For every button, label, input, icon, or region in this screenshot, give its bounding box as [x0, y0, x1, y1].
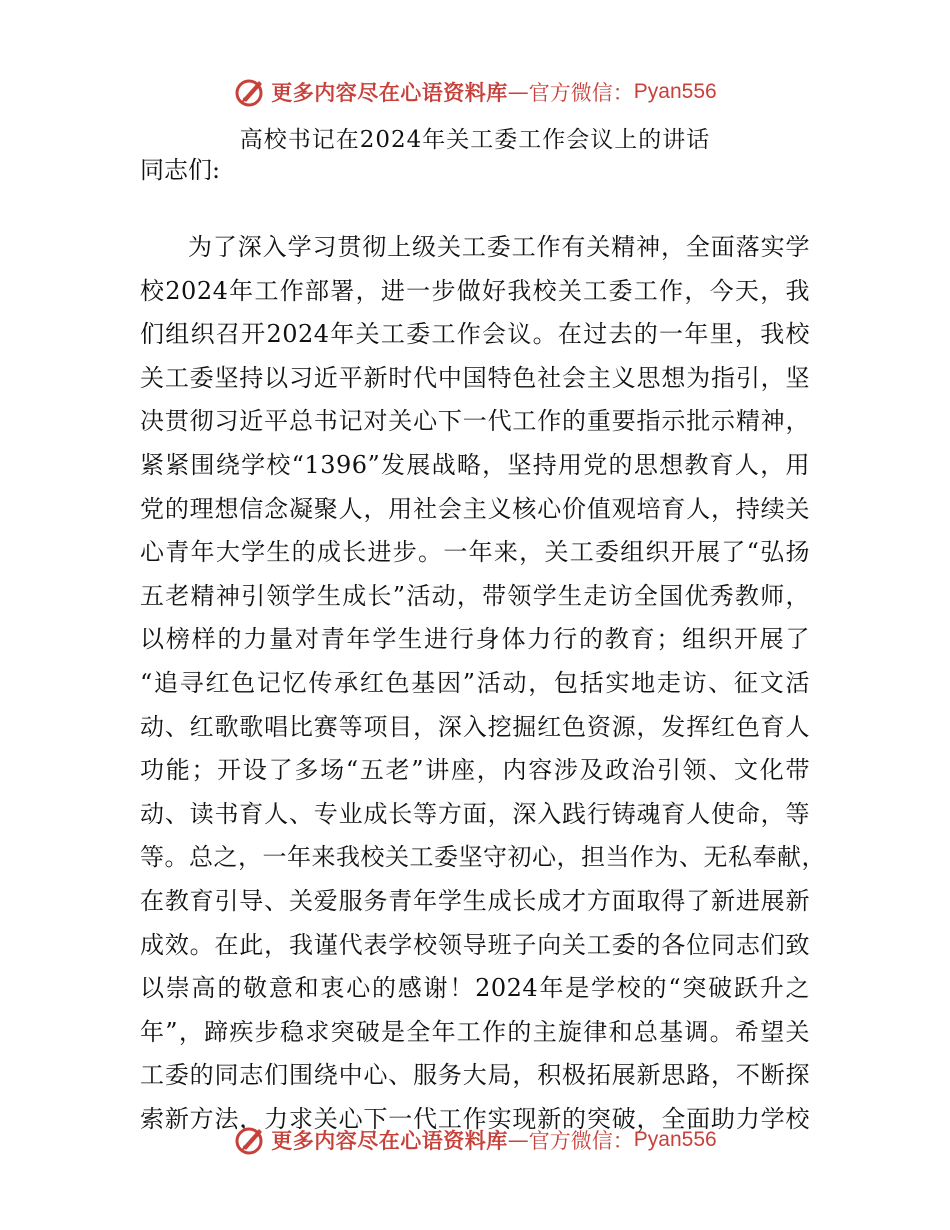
body-line: 索新方法，力求关心下一代工作实现新的突破，全面助力学校 [140, 1104, 810, 1133]
watermark-wechat-id: Pyan556 [633, 1128, 717, 1151]
body-line: 党的理想信念凝聚人，用社会主义核心价值观培育人，持续关 [140, 494, 810, 523]
body-line: 紧紧围绕学校“1396”发展战略，坚持用党的思想教育人，用 [140, 450, 810, 479]
body-line: 以榜样的力量对青年学生进行身体力行的教育；组织开展了 [140, 625, 810, 654]
body-line: 动、红歌歌唱比赛等项目，深入挖掘红色资源，发挥红色育人 [140, 712, 810, 741]
watermark-text: 更多内容尽在心语资料库 [271, 1129, 508, 1153]
body-line: 五老精神引领学生成长”活动，带领学生走访全国优秀教师， [140, 581, 810, 610]
quill-logo-icon [233, 75, 267, 109]
body-line: 以崇高的敬意和衷心的感谢！2024年是学校的“突破跃升之 [140, 974, 810, 1003]
body-line: 们组织召开2024年关工委工作会议。在过去的一年里，我校 [140, 320, 810, 349]
body-line: 关工委坚持以习近平新时代中国特色社会主义思想为指引，坚 [140, 363, 810, 392]
body-line: 等。总之，一年来我校关工委坚守初心，担当作为、无私奉献， [140, 843, 826, 872]
watermark-wechat-label: 官方微信： [528, 81, 634, 105]
body-line: 年”，蹄疾步稳求突破是全年工作的主旋律和总基调。希望关 [140, 1017, 810, 1046]
salutation: 同志们: [140, 156, 221, 184]
body-line: 校2024年工作部署，进一步做好我校关工委工作，今天，我 [140, 276, 810, 305]
footer-watermark [0, 1120, 950, 1160]
watermark-wechat-label: 官方微信： [528, 1129, 634, 1153]
body-line: 心青年大学生的成长进步。一年来，关工委组织开展了“弘扬 [140, 538, 810, 567]
quill-logo-icon [233, 1123, 267, 1157]
body-line: 成效。在此，我谨代表学校领导班子向关工委的各位同志们致 [140, 930, 810, 959]
body-line: 为了深入学习贯彻上级关工委工作有关精神，全面落实学 [188, 233, 810, 261]
document-title: 高校书记在2024年关工委工作会议上的讲话 [239, 127, 711, 153]
body-line: “追寻红色记忆传承红色基因”活动，包括实地走访、征文活 [140, 668, 810, 697]
document-body [140, 226, 826, 1141]
watermark-separator: — [507, 1128, 529, 1152]
body-line: 工委的同志们围绕中心、服务大局，积极拓展新思路，不断探 [140, 1061, 810, 1090]
watermark-text: 更多内容尽在心语资料库 [271, 81, 508, 105]
body-line: 决贯彻习近平总书记对关心下一代工作的重要指示批示精神， [140, 407, 810, 436]
body-line: 动、读书育人、专业成长等方面，深入践行铸魂育人使命，等 [140, 799, 810, 828]
watermark-separator: — [507, 80, 529, 104]
body-line: 功能；开设了多场“五老”讲座，内容涉及政治引领、文化带 [140, 756, 810, 785]
body-line: 在教育引导、关爱服务青年学生成长成才方面取得了新进展新 [140, 886, 810, 915]
watermark-wechat-id: Pyan556 [633, 80, 717, 103]
header-watermark [0, 72, 950, 112]
